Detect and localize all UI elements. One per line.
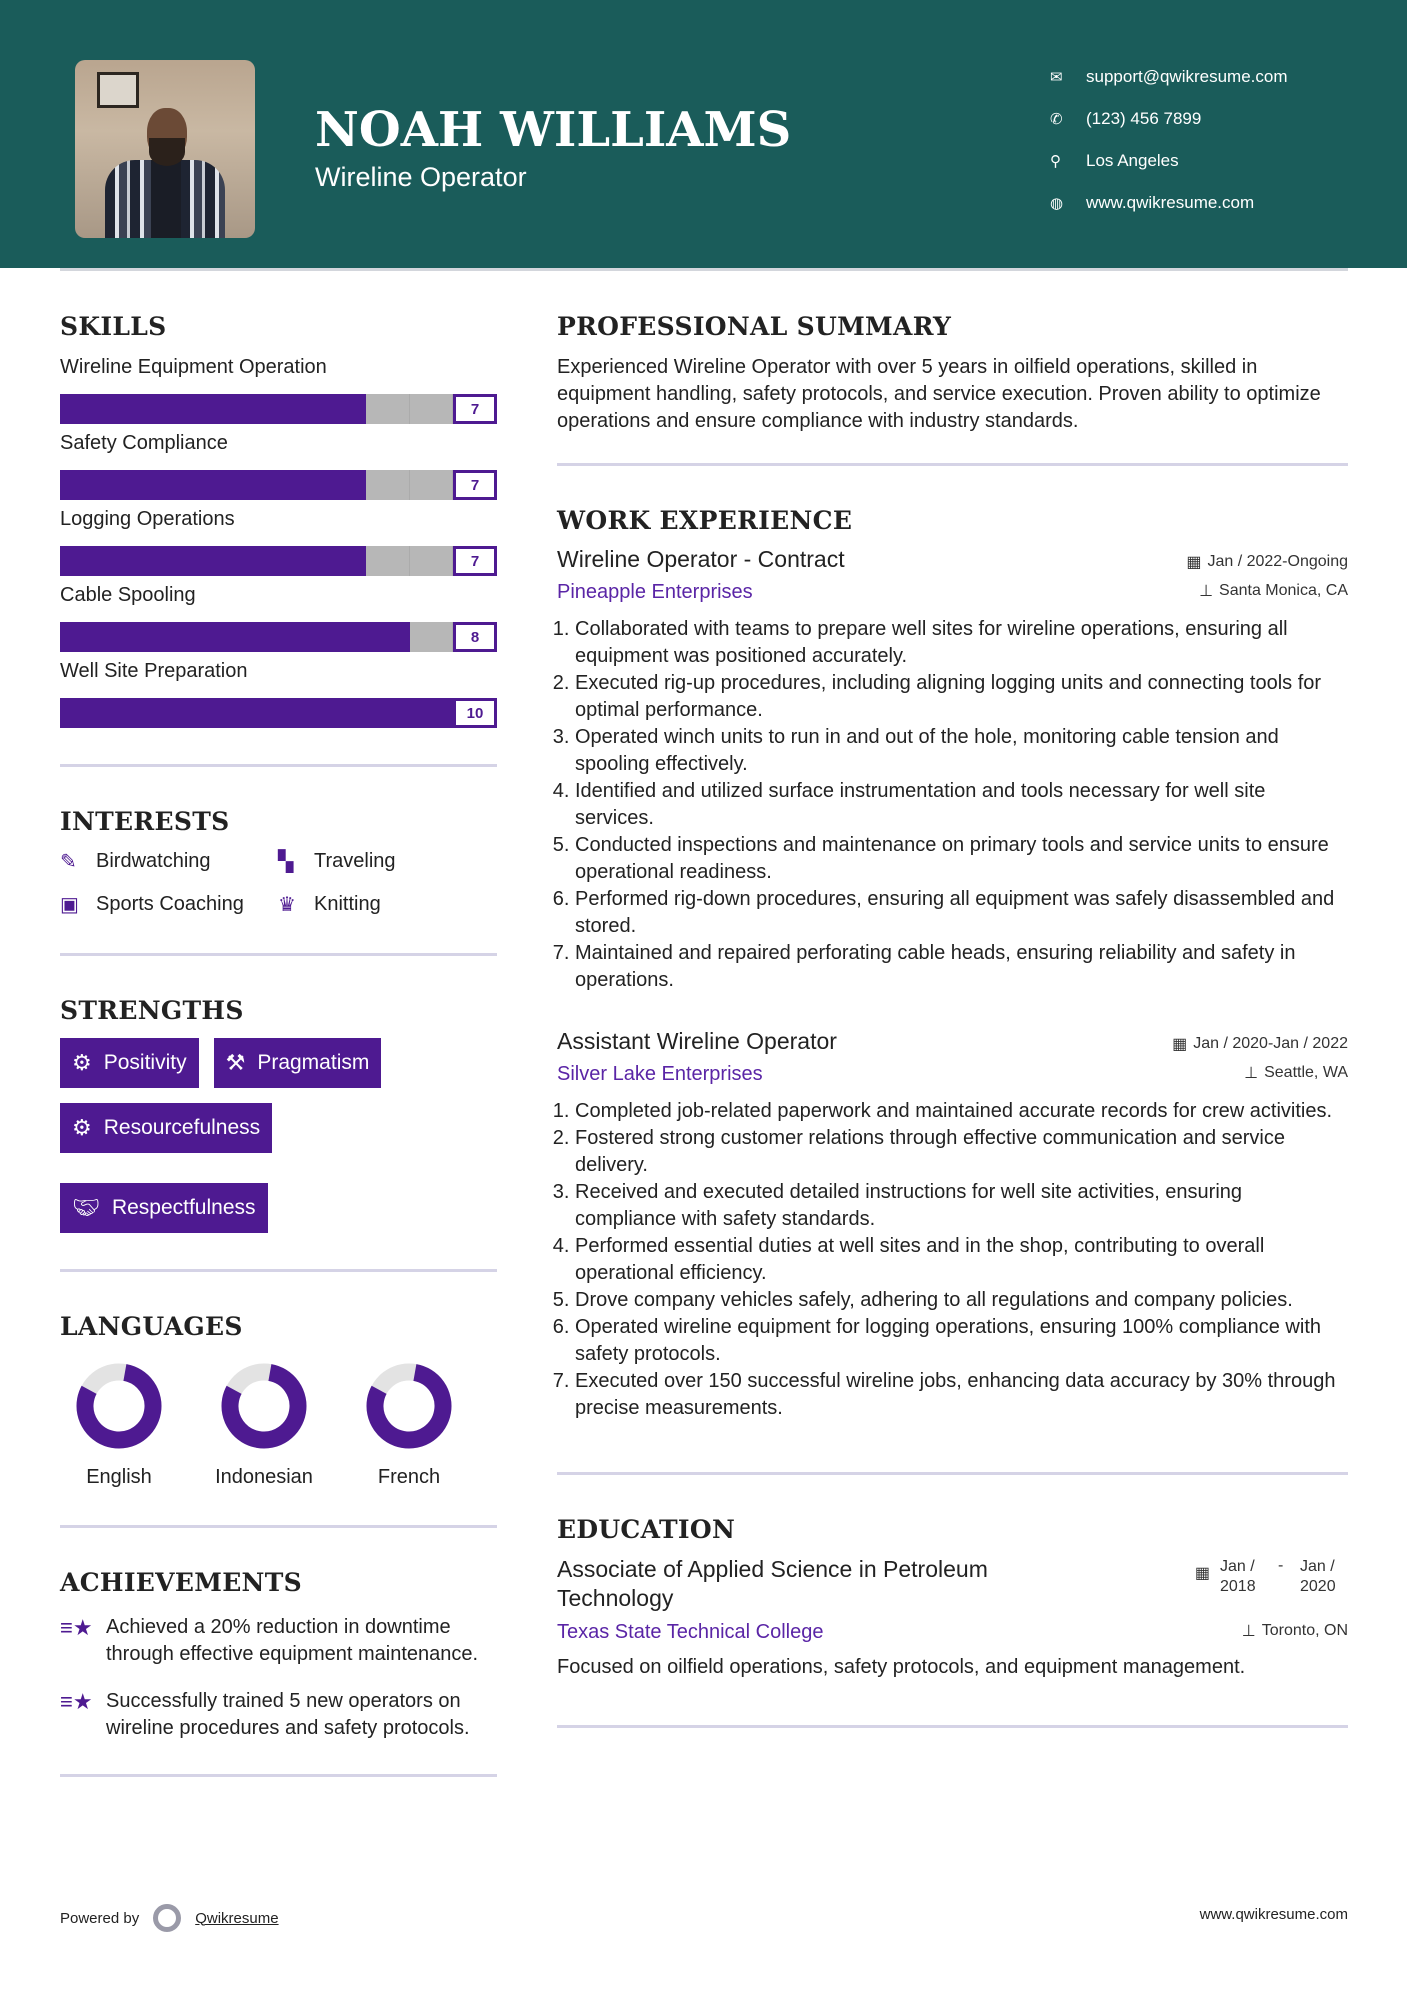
divider xyxy=(60,1774,497,1777)
job-bullet: 5. Drove company vehicles safely, adhering to all regulations and company policies. xyxy=(575,1287,1348,1314)
gears-icon: ⚙ xyxy=(72,1115,92,1140)
pin-icon: ⊥ xyxy=(1241,1623,1256,1640)
calendar-icon: ▦ xyxy=(1172,1036,1188,1053)
job-title: Assistant Wireline Operator xyxy=(557,1028,837,1054)
contact-text: www.qwikresume.com xyxy=(1086,193,1255,212)
language-donut xyxy=(75,1362,163,1450)
skills-heading: SKILLS xyxy=(60,312,167,341)
qwikresume-logo-icon xyxy=(153,1904,181,1932)
globe-icon: ◍ xyxy=(1050,195,1064,212)
phone-icon: ✆ xyxy=(1050,111,1063,128)
skill-bar xyxy=(60,622,497,652)
achievement-text: Achieved a 20% reduction in downtime through effective equipment maintenance. xyxy=(106,1616,479,1665)
languages-list xyxy=(60,1362,497,1489)
location-text: Toronto, ON xyxy=(1261,1622,1348,1639)
job-bullets xyxy=(575,1098,1348,1422)
jobs-list xyxy=(557,546,1348,1422)
language-item xyxy=(350,1362,468,1489)
briefcase-icon: ▣ xyxy=(60,894,79,916)
star-icon: ≡★ xyxy=(60,1689,93,1714)
skill-bar-fill xyxy=(60,394,366,424)
languages-heading: LANGUAGES xyxy=(60,1312,243,1341)
education-header xyxy=(557,1555,1348,1613)
school-name: Texas State Technical College xyxy=(557,1621,824,1643)
contact-text: (123) 456 7899 xyxy=(1086,109,1202,128)
strength-label: Positivity xyxy=(103,1051,187,1074)
divider xyxy=(557,463,1348,466)
interest-item xyxy=(278,892,478,917)
job-bullet: 1. Completed job-related paperwork and maintained accurate records for crew activities. xyxy=(575,1098,1348,1125)
handshake-icon: 🤝︎ xyxy=(72,1195,100,1220)
brand-link[interactable]: Qwikresume xyxy=(195,1909,279,1927)
divider xyxy=(60,764,497,767)
divider xyxy=(60,1269,497,1272)
job-bullet: 1. Collaborated with teams to prepare well sites for wireline operations, ensuring all equipment was positioned accurately. xyxy=(575,616,1348,670)
strength-chip xyxy=(214,1038,382,1088)
skills-list xyxy=(60,356,497,728)
education-dates: ▦ Jan / 2018 - Jan / 2020 xyxy=(1195,1557,1348,1597)
strength-chip xyxy=(60,1183,268,1233)
trophy-icon: ♛ xyxy=(278,894,296,916)
skill-label: Cable Spooling xyxy=(60,584,196,606)
interest-item xyxy=(60,892,278,917)
language-item xyxy=(205,1362,323,1489)
pin-icon: ⊥ xyxy=(1199,583,1214,600)
language-label: French xyxy=(377,1466,441,1488)
job-bullet: 5. Conducted inspections and maintenance on primary tools and service units to ensure operational readiness. xyxy=(575,832,1348,886)
strength-chip xyxy=(60,1038,199,1088)
skill-label: Safety Compliance xyxy=(60,432,228,454)
edit-icon: ✎ xyxy=(60,851,77,873)
job-bullet: 6. Operated wireline equipment for logging operations, ensuring 100% compliance with safety protocols. xyxy=(575,1314,1348,1368)
experience-heading: WORK EXPERIENCE xyxy=(557,506,853,535)
star-icon: ≡★ xyxy=(60,1615,93,1640)
candidate-role: Wireline Operator xyxy=(315,162,527,192)
divider xyxy=(557,1725,1348,1728)
contact-location xyxy=(1050,140,1288,182)
job-bullet: 6. Performed rig-down procedures, ensuring all equipment was safely disassembled and stored. xyxy=(575,886,1348,940)
achievement-text: Successfully trained 5 new operators on wireline procedures and safety protocols. xyxy=(106,1690,470,1739)
interest-label: Knitting xyxy=(314,893,381,915)
left-column xyxy=(60,312,497,1777)
skill-level: 7 xyxy=(453,546,497,576)
job-title: Wireline Operator - Contract xyxy=(557,546,845,572)
skill-label: Wireline Equipment Operation xyxy=(60,356,327,378)
skill-bar-fill xyxy=(60,546,366,576)
divider xyxy=(60,953,497,956)
interest-label: Traveling xyxy=(314,850,396,872)
map-pin-icon: ⚲ xyxy=(1050,153,1061,170)
skill-label: Well Site Preparation xyxy=(60,660,248,682)
job-bullet: 4. Identified and utilized surface instrumentation and tools necessary for well site services. xyxy=(575,778,1348,832)
degree-title: Associate of Applied Science in Petroleum Technology xyxy=(557,1556,988,1611)
achievements-heading: ACHIEVEMENTS xyxy=(60,1568,302,1597)
job-bullet: 7. Maintained and repaired perforating cable heads, ensuring reliability and safety in operations. xyxy=(575,940,1348,994)
envelope-icon: ✉ xyxy=(1050,69,1063,86)
job-entry xyxy=(557,546,1348,994)
interests-list xyxy=(60,849,497,917)
skill-level: 7 xyxy=(453,470,497,500)
interest-label: Birdwatching xyxy=(96,850,211,872)
job-location: Seattle, WA xyxy=(1264,1064,1348,1081)
job-date: Jan / 2020-Jan / 2022 xyxy=(1193,1035,1348,1052)
job-bullet: 4. Performed essential duties at well sites and in the shop, contributing to overall operational efficiency. xyxy=(575,1233,1348,1287)
gear-icon: ⚙ xyxy=(72,1050,92,1075)
job-bullet: 7. Executed over 150 successful wireline jobs, enhancing data accuracy by 30% through precise measurements. xyxy=(575,1368,1348,1422)
job-bullet: 2. Executed rig-up procedures, including aligning logging units and connecting tools for optimal performance. xyxy=(575,670,1348,724)
job-location: Santa Monica, CA xyxy=(1219,582,1348,599)
skill-level: 7 xyxy=(453,394,497,424)
language-donut xyxy=(220,1362,308,1450)
binoculars-icon: ▚ xyxy=(278,851,294,873)
header-divider xyxy=(60,268,1348,271)
right-column xyxy=(557,312,1348,1728)
skill-bar-fill xyxy=(60,470,366,500)
education-heading: EDUCATION xyxy=(557,1515,736,1544)
skill-bar xyxy=(60,394,497,424)
language-item xyxy=(60,1362,178,1489)
achievement-item xyxy=(60,1688,497,1742)
date-start: Jan / 2018 xyxy=(1220,1558,1256,1595)
pin-icon: ⊥ xyxy=(1244,1065,1259,1082)
strength-label: Resourcefulness xyxy=(103,1116,261,1139)
job-bullets xyxy=(575,616,1348,994)
contact-website[interactable] xyxy=(1050,182,1288,224)
skill-bar xyxy=(60,698,497,728)
interest-label: Sports Coaching xyxy=(96,893,244,915)
strengths-list xyxy=(60,1038,497,1233)
skill-label: Logging Operations xyxy=(60,508,235,530)
job-bullet: 3. Operated winch units to run in and out of the hole, monitoring cable tension and spooling effectively. xyxy=(575,724,1348,778)
company-name: Silver Lake Enterprises xyxy=(557,1063,763,1085)
gavel-icon: ⚒ xyxy=(225,1050,246,1075)
calendar-icon: ▦ xyxy=(1194,1565,1210,1582)
skill-bar xyxy=(60,546,497,576)
date-end: Jan / 2020 xyxy=(1300,1558,1336,1595)
footer-website[interactable]: www.qwikresume.com xyxy=(1199,1906,1348,1923)
strengths-heading: STRENGTHS xyxy=(60,996,244,1025)
achievement-item xyxy=(60,1614,497,1668)
education-description: Focused on oilfield operations, safety protocols, and equipment management. xyxy=(557,1656,1246,1678)
skill-bar-fill xyxy=(60,698,497,728)
job-bullet: 2. Fostered strong customer relations through effective communication and service delivery. xyxy=(575,1125,1348,1179)
interest-item xyxy=(60,849,278,874)
strength-chip xyxy=(60,1103,272,1153)
divider xyxy=(557,1472,1348,1475)
profile-photo xyxy=(75,60,255,238)
job-bullet: 3. Received and executed detailed instructions for well site activities, ensuring compliance with safety standards. xyxy=(575,1179,1348,1233)
company-name: Pineapple Enterprises xyxy=(557,581,753,603)
resume-header xyxy=(0,0,1407,268)
skill-level: 10 xyxy=(453,698,497,728)
summary-text: Experienced Wireline Operator with over 5 years in oilfield operations, skilled in equipment handling, safety protocols, and service execution. Proven ability to optimize operations and ensure compliance with industry standards. xyxy=(557,356,1321,432)
calendar-icon: ▦ xyxy=(1186,554,1202,571)
contact-list xyxy=(1050,56,1288,224)
skill-bar xyxy=(60,470,497,500)
job-date: Jan / 2022-Ongoing xyxy=(1207,553,1348,570)
interests-heading: INTERESTS xyxy=(60,807,230,836)
education-sub xyxy=(557,1621,1348,1644)
job-entry xyxy=(557,1028,1348,1422)
contact-text: Los Angeles xyxy=(1086,151,1179,170)
candidate-name: NOAH WILLIAMS xyxy=(315,102,792,158)
language-donut xyxy=(365,1362,453,1450)
divider xyxy=(60,1525,497,1528)
contact-email[interactable] xyxy=(1050,56,1288,98)
education-location xyxy=(1242,1621,1348,1641)
summary-heading: PROFESSIONAL SUMMARY xyxy=(557,312,952,341)
contact-phone[interactable] xyxy=(1050,98,1288,140)
language-label: English xyxy=(86,1466,152,1488)
contact-text: support@qwikresume.com xyxy=(1086,67,1288,86)
language-label: Indonesian xyxy=(215,1466,313,1488)
strength-label: Pragmatism xyxy=(257,1051,370,1074)
powered-by xyxy=(60,1904,279,1932)
skill-bar-fill xyxy=(60,622,410,652)
skill-level: 8 xyxy=(453,622,497,652)
interest-item xyxy=(278,849,478,874)
powered-by-text: Powered by xyxy=(60,1909,140,1927)
strength-label: Respectfulness xyxy=(111,1196,256,1219)
